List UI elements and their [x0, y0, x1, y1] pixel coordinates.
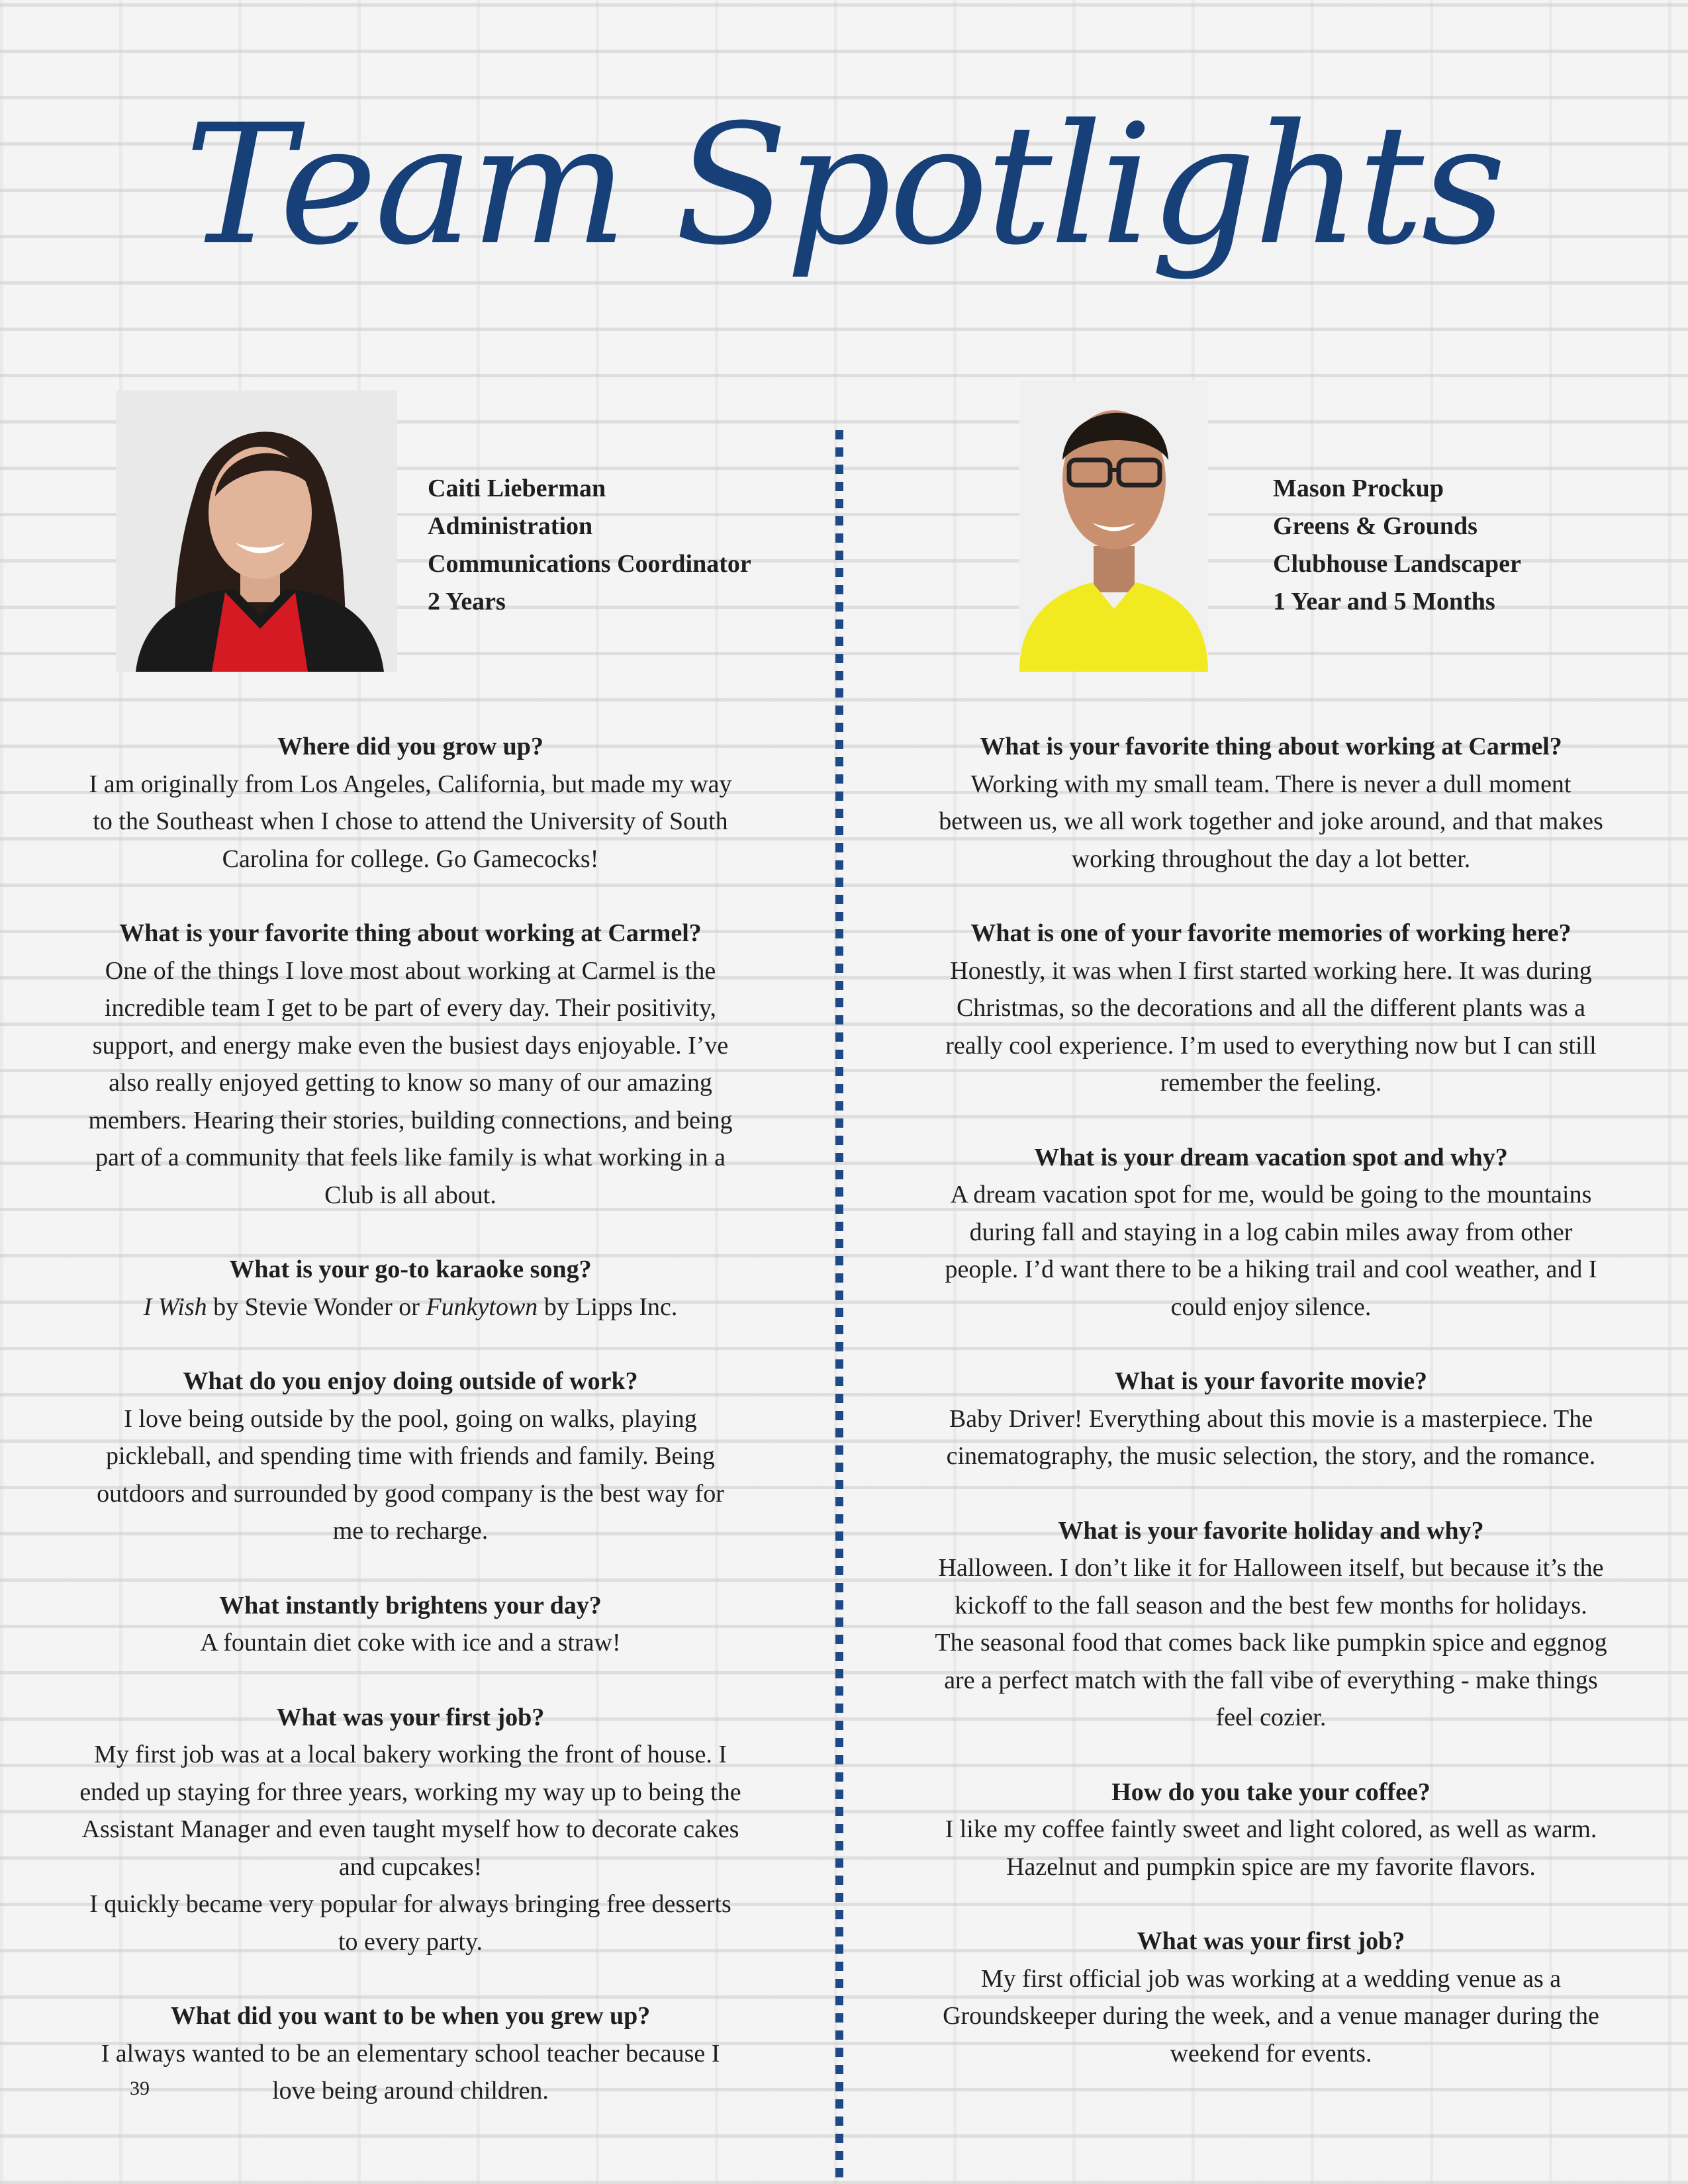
profile-photo-right: [1019, 381, 1208, 672]
question: What instantly brightens your day?: [219, 1591, 602, 1619]
qa-column-right: [933, 728, 1609, 2109]
answer: Honestly, it was when I first started working here. It was during Christmas, so the decorations and all the different plants was a really cool experience. I’m used to everything now but I can still remember the feeling.: [945, 956, 1597, 1097]
qa-item: [933, 1363, 1609, 1475]
qa-item: [79, 1251, 741, 1326]
answer-text: by Lipps Inc.: [538, 1293, 678, 1321]
qa-item: [933, 1923, 1609, 2072]
qa-item: [933, 915, 1609, 1102]
question: What is your favorite movie?: [1114, 1367, 1428, 1395]
answer: A dream vacation spot for me, would be going to the mountains during fall and staying in a log cabin miles away from other people. I’d want there to be a hiking trail and cool weather, and I could enjoy silence.: [945, 1181, 1597, 1321]
question: What is your favorite holiday and why?: [1058, 1516, 1484, 1545]
employee-role: Clubhouse Landscaper: [1273, 550, 1521, 578]
question: What do you enjoy doing outside of work?: [183, 1367, 638, 1395]
answer: I love being outside by the pool, going on walks, playing pickleball, and spending time with friends and family. Being outdoors and surrounded by good company is the best way for me to recharge.: [97, 1404, 724, 1545]
profile-info-right: [1273, 470, 1521, 621]
answer: One of the things I love most about working at Carmel is the incredible team I get to be part of every day. Their positivity, support, and energy make even the busiest days enjoyable. I’ve also really enjoyed getting to know so many of our amazing members. Hearing their stories, building connections, and being part of a community that feels like family is what working in a Club is all about.: [88, 956, 733, 1209]
answer: Baby Driver! Everything about this movie is a masterpiece. The cinematography, the music selection, the story, and the romance.: [946, 1404, 1596, 1470]
question: What did you want to be when you grew up?: [170, 2002, 651, 2030]
answer: I quickly became very popular for always bringing free desserts to every party.: [89, 1890, 731, 1956]
song-title: Funkytown: [426, 1293, 538, 1321]
question: What is your go-to karaoke song?: [229, 1255, 592, 1283]
question: What is your favorite thing about working at Carmel?: [119, 919, 702, 947]
answer-text: by Stevie Wonder or: [207, 1293, 426, 1321]
question: What was your first job?: [1137, 1927, 1405, 1955]
profile-info-left: [428, 470, 751, 621]
qa-column-left: [79, 728, 741, 2147]
question: Where did you grow up?: [277, 733, 543, 760]
question: What is one of your favorite memories of working here?: [970, 919, 1571, 947]
qa-item: [933, 1774, 1609, 1886]
question: What is your favorite thing about working at Carmel?: [980, 733, 1562, 760]
qa-item: [933, 1512, 1609, 1737]
employee-role: Communications Coordinator: [428, 550, 751, 578]
question: What is your dream vacation spot and why?: [1034, 1143, 1508, 1171]
song-title: I Wish: [143, 1293, 207, 1321]
answer: I am originally from Los Angeles, California, but made my way to the Southeast when I chose to attend the University of South Carolina for college. Go Gamecocks!: [89, 770, 732, 873]
answer: [79, 1289, 741, 1326]
answer: Working with my small team. There is never a dull moment between us, we all work together and joke around, and that makes working throughout the day a lot better.: [939, 770, 1603, 873]
qa-item: [79, 1363, 741, 1550]
employee-department: Administration: [428, 512, 593, 540]
employee-tenure: 1 Year and 5 Months: [1273, 588, 1495, 615]
answer: I like my coffee faintly sweet and light colored, as well as warm. Hazelnut and pumpkin spice are my favorite flavors.: [945, 1815, 1597, 1881]
employee-name: Mason Prockup: [1273, 475, 1444, 502]
qa-item: [79, 915, 741, 1214]
employee-department: Greens & Grounds: [1273, 512, 1477, 540]
question: What was your first job?: [276, 1703, 545, 1731]
qa-item: [79, 728, 741, 878]
answer: Halloween. I don’t like it for Halloween itself, but because it’s the kickoff to the fall season and the best few months for holidays. The seasonal food that comes back like pumpkin spice and eggnog are a perfect match with the fall vibe of everything - make things feel cozier.: [935, 1554, 1607, 1731]
answer: A fountain diet coke with ice and a straw!: [200, 1629, 621, 1657]
employee-tenure: 2 Years: [428, 588, 506, 615]
page-number: 39: [130, 2077, 150, 2099]
answer: I always wanted to be an elementary school teacher because I love being around children.: [101, 2039, 720, 2105]
question: How do you take your coffee?: [1111, 1778, 1430, 1806]
answer: My first job was at a local bakery working the front of house. I ended up staying for three years, working my way up to being the Assistant Manager and even taught myself how to decorate cakes and cupcakes!: [79, 1741, 741, 1881]
qa-item: [79, 1997, 741, 2110]
employee-name: Caiti Lieberman: [428, 475, 606, 502]
answer: My first official job was working at a wedding venue as a Groundskeeper during the week, and a venue manager during the weekend for events.: [943, 1964, 1599, 2068]
qa-item: [933, 1139, 1609, 1326]
qa-item: [933, 728, 1609, 878]
qa-item: [79, 1699, 741, 1961]
qa-item: [79, 1587, 741, 1662]
profile-photo-left: [116, 390, 397, 672]
column-divider: [835, 430, 843, 2184]
page-title: Team Spotlights: [184, 89, 1504, 281]
